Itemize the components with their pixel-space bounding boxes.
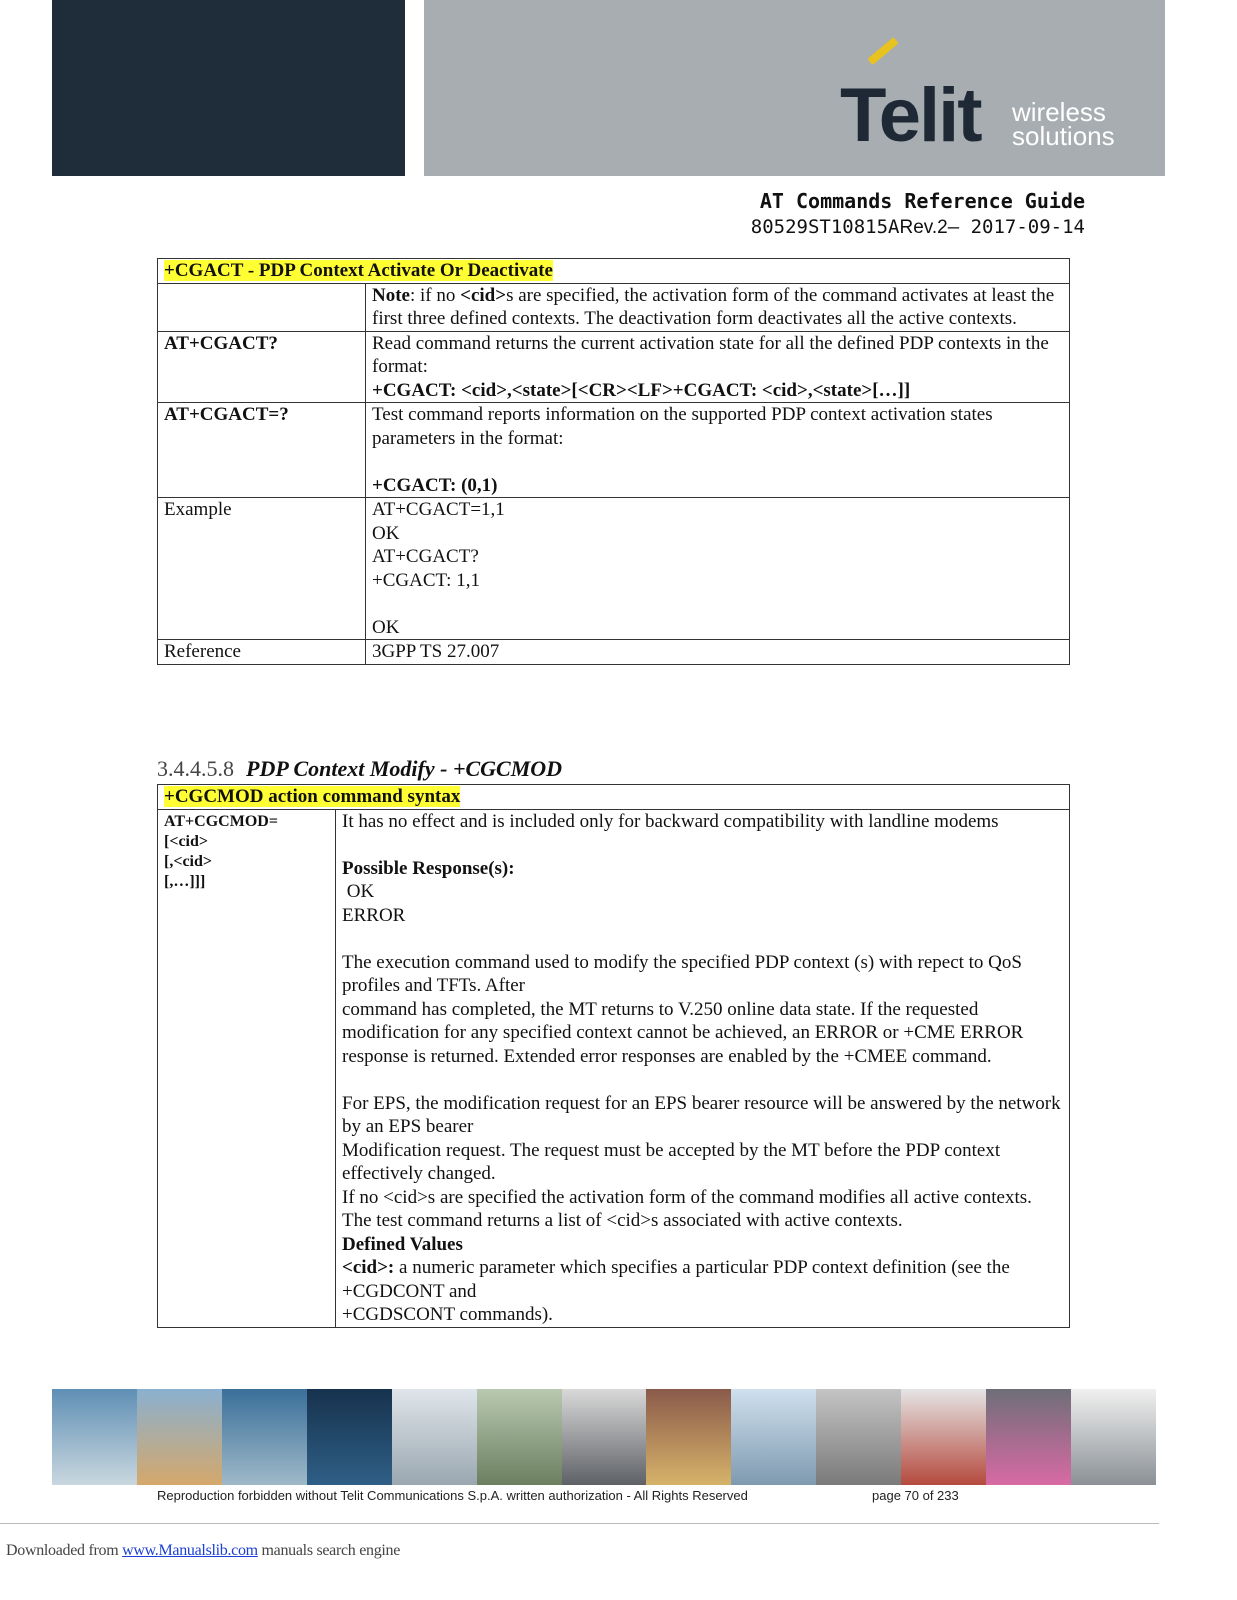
read-command: AT+CGACT? bbox=[158, 331, 366, 403]
footer-photo bbox=[307, 1389, 392, 1485]
cgact-table bbox=[157, 258, 1070, 665]
document-header bbox=[751, 188, 1085, 241]
test-command: AT+CGACT=? bbox=[158, 403, 366, 498]
footer-photo bbox=[137, 1389, 222, 1485]
logo-wordmark: Telit bbox=[840, 73, 981, 158]
section-heading bbox=[157, 756, 562, 782]
reference-label: Reference bbox=[158, 640, 366, 665]
page-number: page 70 of 233 bbox=[872, 1488, 959, 1503]
footer-photo bbox=[52, 1389, 137, 1485]
cgcmod-description: It has no effect and is included only for backward compatibility with landline modems Possible Response(s): OK ERROR The execution command used to modify the specified PDP context (s) with repect to QoS profiles and TFTs. After command has completed, the MT returns to V.250 online data state. If the requested modification for any specified context cannot be achieved, an ERROR or +CME ERROR response is returned. Extended error responses are enabled by the +CMEE command. For EPS, the modification request for an EPS bearer resource will be answered by the network by an EPS bearer Modification request. The request must be accepted by the MT before the PDP context effectively changed. If no <cid>s are specified the activation form of the command modifies all active contexts. The test command returns a list of <cid>s associated with active contexts. Defined Values <cid>: a numeric parameter which specifies a particular PDP context definition (see the +CGDCONT and +CGDSCONT commands). bbox=[336, 809, 1070, 1327]
document-title: AT Commands Reference Guide bbox=[759, 189, 1085, 213]
footer-photo-strip bbox=[52, 1389, 1156, 1485]
test-description: Test command reports information on the supported PDP context activation states parameters in the format: +CGACT: (0,1) bbox=[366, 403, 1070, 498]
footer-photo bbox=[816, 1389, 901, 1485]
footer-photo bbox=[392, 1389, 477, 1485]
footer-photo bbox=[901, 1389, 986, 1485]
footer-divider bbox=[0, 1523, 1159, 1524]
document-revision: 80529ST10815ARev.2– 2017-09-14 bbox=[750, 216, 1085, 238]
logo-tagline: wireless solutions bbox=[1012, 97, 1115, 151]
cgcmod-syntax: AT+CGCMOD= [<cid> [,<cid> [,…]]] bbox=[158, 809, 336, 1327]
footer-photo bbox=[646, 1389, 731, 1485]
download-notice: Downloaded from www.Manualslib.com manuals search engine bbox=[6, 1542, 401, 1559]
telit-logo bbox=[840, 58, 1140, 158]
cgcmod-table bbox=[157, 784, 1070, 1328]
section-number: 3.4.4.5.8 bbox=[157, 756, 234, 781]
table-row bbox=[158, 403, 1070, 498]
table-header: +CGACT - PDP Context Activate Or Deactivate bbox=[164, 260, 553, 281]
example-label: Example bbox=[158, 498, 366, 640]
table-row bbox=[158, 809, 1070, 1327]
table-header-row bbox=[158, 259, 1070, 284]
header-banner-dark bbox=[52, 0, 405, 176]
manualslib-link[interactable]: www.Manualslib.com bbox=[122, 1542, 258, 1559]
note-cell: Note: if no <cid>s are specified, the activation form of the command activates at least the first three defined contexts. The deactivation form deactivates all the active contexts. bbox=[366, 283, 1070, 331]
section-title: PDP Context Modify - +CGCMOD bbox=[246, 756, 563, 781]
example-lines: AT+CGACT=1,1 OK AT+CGACT? +CGACT: 1,1 OK bbox=[366, 498, 1070, 640]
footer-photo bbox=[1071, 1389, 1156, 1485]
table-header: +CGCMOD action command syntax bbox=[164, 786, 461, 807]
table-row bbox=[158, 640, 1070, 665]
table-row bbox=[158, 331, 1070, 403]
footer-photo bbox=[731, 1389, 816, 1485]
footer-photo bbox=[562, 1389, 647, 1485]
table-header-row bbox=[158, 785, 1070, 810]
table-row bbox=[158, 498, 1070, 640]
footer-photo bbox=[222, 1389, 307, 1485]
footer-photo bbox=[477, 1389, 562, 1485]
footer-notice: Reproduction forbidden without Telit Communications S.p.A. written authorization - All Rights Reserved bbox=[157, 1488, 748, 1503]
footer-photo bbox=[986, 1389, 1071, 1485]
table-row bbox=[158, 283, 1070, 331]
read-description: Read command returns the current activation state for all the defined PDP contexts in the format: +CGACT: <cid>,<state>[<CR><LF>+CGACT: <cid>,<state>[…]] bbox=[366, 331, 1070, 403]
reference-value: 3GPP TS 27.007 bbox=[366, 640, 1070, 665]
